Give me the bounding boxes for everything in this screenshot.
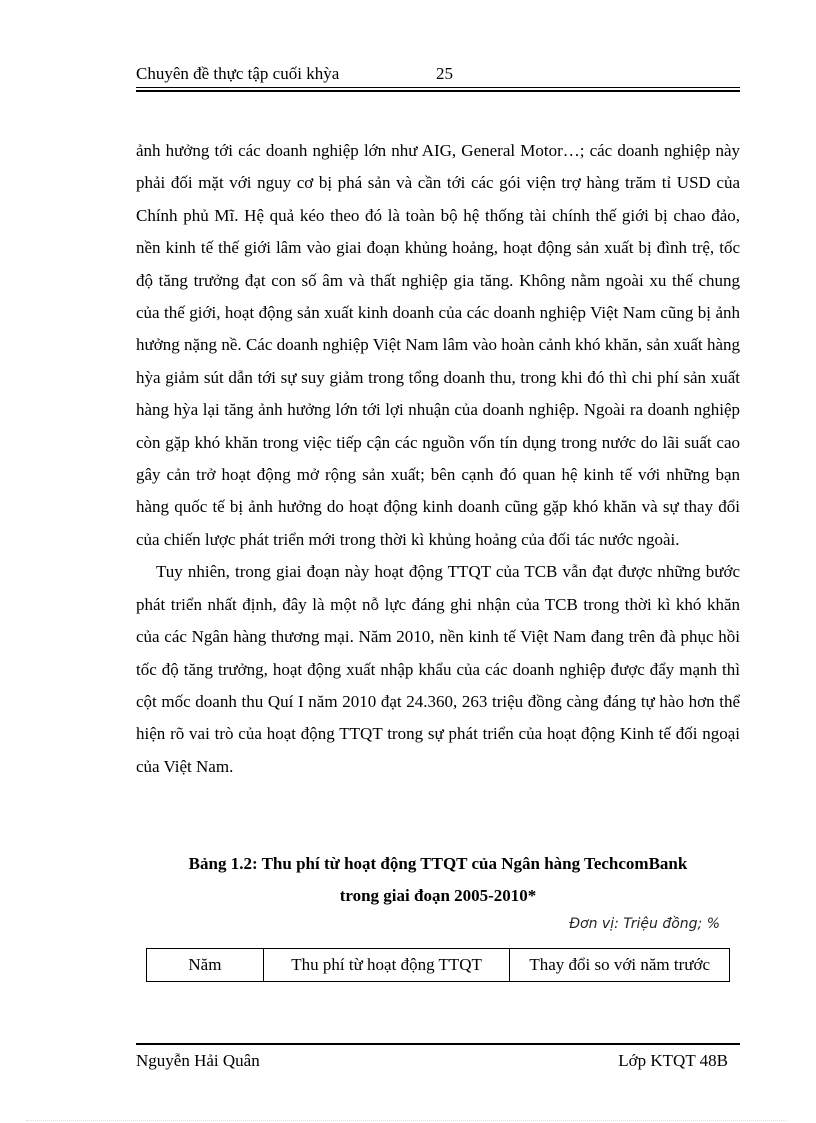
paragraph: ảnh hưởng tới các doanh nghiệp lớn như AIG, General Motor…; các doanh nghiệp này phải đối mặt với nguy cơ bị phá sản và cần tới các gói viện trợ hàng trăm tỉ USD của Chính phủ Mĩ. Hệ quả kéo theo đó là toàn bộ hệ thống tài chính thế giới bị chao đảo, nền kinh tế thế giới lâm vào giai đoạn khủng hoảng, hoạt động sản xuất bị đình trệ, tốc độ tăng trưởng đạt con số âm và thất nghiệp gia tăng. Không nằm ngoài xu thế chung của thế giới, hoạt động sản xuất kinh doanh của các doanh nghiệp Việt Nam cũng bị ảnh hưởng nặng nề. Các doanh nghiệp Việt Nam lâm vào hoàn cảnh khó khăn, sản xuất hàng hỳa giảm sút dẫn tới sự suy giảm trong tổng doanh thu, trong khi đó thì chi phí sản xuất hàng hỳa lại tăng ảnh hưởng lớn tới lợi nhuận của doanh nghiệp. Ngoài ra doanh nghiệp còn gặp khó khăn trong việc tiếp cận các nguồn vốn tín dụng trong nước do lãi suất cao gây cản trở hoạt động mở rộng sản xuất; bên cạnh đó quan hệ kinh tế với những bạn hàng quốc tế bị ảnh hưởng do hoạt động kinh doanh cũng gặp khó khăn và sự thay đổi của chiến lược phát triển mới trong thời kì khủng hoảng của đối tác nước ngoài.: [136, 141, 740, 549]
body-text: [136, 135, 740, 783]
page-header: [136, 64, 740, 90]
fee-table: [146, 948, 730, 982]
col-header-year: Năm: [147, 949, 264, 982]
page-footer: [136, 1043, 740, 1073]
footer-author: Nguyễn Hải Quân: [136, 1051, 260, 1070]
table-caption-line-2: trong giai đoạn 2005-2010*: [339, 886, 537, 905]
header-rule-thick: [136, 90, 740, 92]
page-number: 25: [436, 64, 453, 83]
footer-rule: [136, 1043, 740, 1045]
table-unit-note: Đơn vị: Triệu đồng; %: [569, 916, 720, 932]
col-header-change: Thay đổi so với năm trước: [510, 949, 730, 982]
paragraph: Tuy nhiên, trong giai đoạn này hoạt động TTQT của TCB vẫn đạt được những bước phát triển nhất định, đây là một nỗ lực đáng ghi nhận của TCB trong thời kì khó khăn của các Ngân hàng thương mại. Năm 2010, nền kinh tế Việt Nam đang trên đà phục hồi tốc độ tăng trưởng, hoạt động xuất nhập khẩu của các doanh nghiệp được đẩy mạnh thì cột mốc doanh thu Quí I năm 2010 đạt 24.360, 263 triệu đồng càng đáng tự hào hơn thể hiện rõ vai trò của hoạt động TTQT trong sự phát triển của hoạt động Kinh tế đối ngoại của Việt Nam.: [136, 562, 740, 776]
header-rule-thin: [136, 87, 740, 88]
table-header-row: [147, 949, 730, 982]
footer-class: Lớp KTQT 48B: [618, 1051, 728, 1070]
table-caption-line-1: Bảng 1.2: Thu phí từ hoạt động TTQT của Ngân hàng TechcomBank: [188, 854, 688, 873]
table-caption: [136, 848, 740, 912]
header-title: Chuyên đề thực tập cuối khỳa: [136, 64, 340, 83]
page-bottom-border: [26, 1120, 786, 1121]
col-header-fee: Thu phí từ hoạt động TTQT: [263, 949, 510, 982]
